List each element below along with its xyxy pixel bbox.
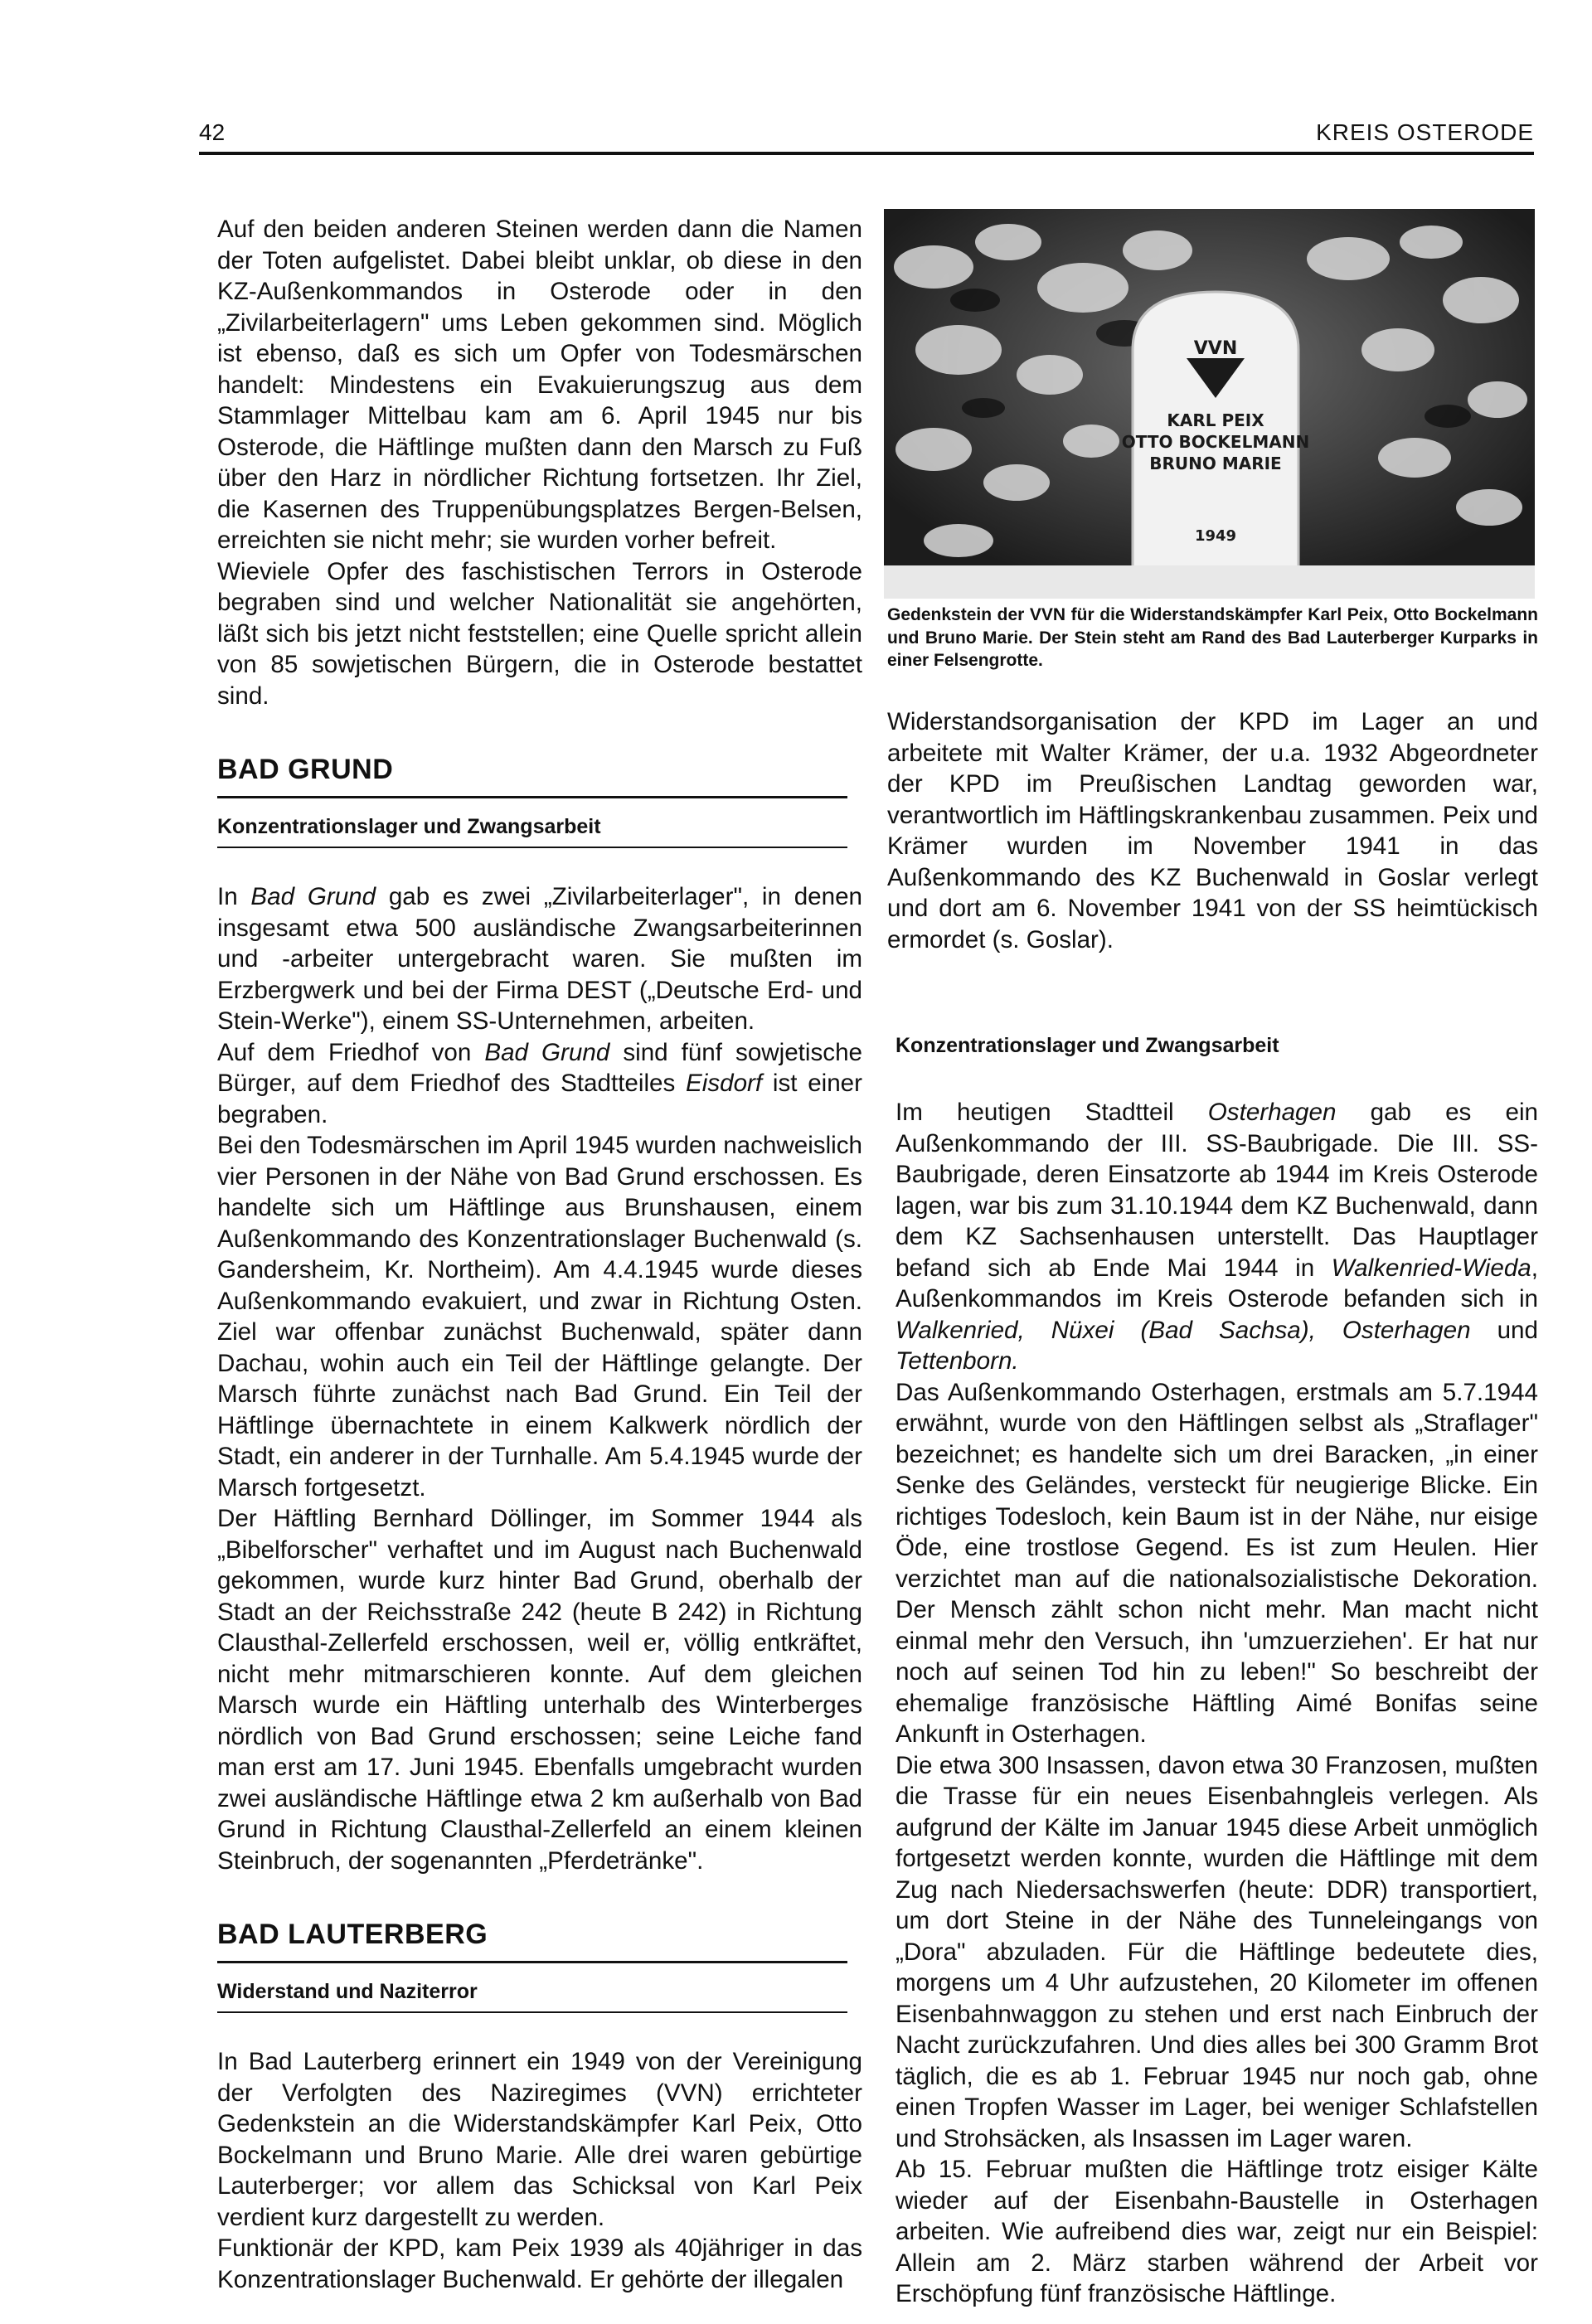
stone-inscription-year: 1949 [1194,527,1237,545]
intro-paragraph-1: Auf den beiden anderen Steinen werden dann die Namen der Toten aufgelistet. Dabei bleibt unklar, ob diese in den KZ-Außenkommandos in Osterode oder in den „Zivilarbeiterlagern" ums Leben gekommen sind. Möglich ist ebenso, daß es sich um Opfer von Todesmärschen handelt: Mindestens ein Evakuierungszug aus dem Stammlager Mittelbau kam am 6. April 1945 nur bis Osterode, die Häftlinge mußten dann den Marsch zu Fuß über den Harz in nördlicher Richtung fortsetzen. Ihr Ziel, die Kasernen des Truppenübungsplatzes Bergen-Belsen, erreichten sie nicht mehr; sie wurden vorher befreit. [217,216,862,554]
bad-lauterberg-paragraph-1: In Bad Lauterberg erinnert ein 1949 von der Vereinigung der Verfolgten des Naziregimes (VVN) errichteter Gedenkstein an die Widerstandskämpfer Karl Peix, Otto Bockelmann und Bruno Marie. Alle drei waren gebürtige Lauterberger; vor allem das Schicksal von Karl Peix verdient kurz dargestellt zu werden. [217,2048,862,2231]
left-column [217,214,862,2295]
osterhagen-paragraph-4: Ab 15. Februar mußten die Häftlinge trotz eisiger Kälte wieder auf der Eisenbahn-Baustelle in Osterhagen arbeiten. Wie aufreibend dies war, zeigt nur ein Beispiel: Allein am 2. März starben während der Arbeit vor Erschöpfung fünf französische Häftlinge. [896,2156,1538,2307]
subheading-zwangsarbeit: Konzentrationslager und Zwangsarbeit [896,1034,1279,1057]
section-heading-bad-lauterberg: BAD LAUTERBERG [217,1919,488,1950]
memorial-stone-illustration [884,209,1535,599]
bad-lauterberg-paragraph-3: Widerstandsorganisation der KPD im Lager an und arbeitete mit Walter Krämer, der u.a. 1932 Abgeordneter der KPD im Preußischen Landtag geworden war, verantwortlich im Häftlingskrankenbau zusammen. Peix und Krämer wurden im November 1941 in das Außenkommando des KZ Buchenwald in Goslar verlegt und dort am 6. November 1941 von der SS heimtückisch ermordet (s. Goslar). [887,708,1538,953]
memorial-stone-photo [884,209,1535,599]
osterhagen-paragraph-2: Das Außenkommando Osterhagen, erstmals am 5.7.1944 erwähnt, wurde von den Häftlingen selbst als „Straflager" bezeichnet; es handelte sich um drei Baracken, „in einer Senke des Geländes, versteckt für neugierige Blicke. Ein richtiges Todesloch, kein Baum ist in der Nähe, nur eisige Öde, eine trostlose Gegend. Es ist zum Heulen. Hier verzichtet man auf die nationalsozialistische Dekoration. Der Mensch zählt schon nicht mehr. Man macht nicht einmal mehr den Versuch, ihn 'umzuerziehen'. Er hat nur noch auf seinen Tod hin zu leben!" So beschreibt der ehemalige französische Häftling Aimé Bonifas seine Ankunft in Osterhagen. [896,1378,1538,1748]
section-rule [217,1961,847,1963]
subheading-bad-grund: Konzentrationslager und Zwangsarbeit [217,815,601,838]
stone-inscription-name-2: OTTO BOCKELMANN [1121,432,1310,452]
stone-inscription-name-1: KARL PEIX [1167,410,1264,430]
stone-inscription-vvn: VVN [1193,338,1238,359]
osterhagen-paragraph-3: Die etwa 300 Insassen, davon etwa 30 Franzosen, mußten die Trasse für ein neues Eisenbahngleis verlegen. Als aufgrund der Kälte im Januar 1945 diese Arbeit unmöglich fortgesetzt werden konnte, wurden die Häftlinge mit dem Zug nach Niedersachswerfen (heute: DDR) transportiert, um dort Steine in der Nähe des Tunneleingangs von „Dora" abzuladen. Für die Häftlinge bedeutete dies, morgens um 4 Uhr aufzustehen, 20 Kilometer im offenen Eisenbahnwaggon zu stehen und erst nach Einbruch der Nacht zurückzufahren. Und dies alles bei 300 Gramm Brot täglich, die es ab 1. Februar 1945 nur noch gab, ohne einen Tropfen Wasser im Lager, bei weniger Schlafstellen und Strohsäcken, als Insassen im Lager waren. [896,1751,1538,2152]
running-title: KREIS OSTERODE [1316,119,1534,145]
page-header [199,116,1534,153]
bad-grund-paragraph-3: Bei den Todesmärschen im April 1945 wurden nachweislich vier Personen in der Nähe von Bad Grund erschossen. Es handelte sich um Häftlinge aus Brunshausen, einem Außenkommando des Konzentrationslager Buchenwald (s. Gandersheim, Kr. Northeim). Am 4.4.1945 wurde dieses Außenkommando evakuiert, und zwar in Richtung Osten. Ziel war offenbar zunächst Buchenwald, später dann Dachau, wohin auch ein Teil der Häftlinge gelangte. Der Marsch führte zunächst nach Bad Grund. Ein Teil der Häftlinge übernachtete in einem Kalkwerk nördlich der Stadt, ein anderer in der Turnhalle. Am 5.4.1945 wurde der Marsch fortgesetzt. [217,1132,862,1502]
osterhagen-paragraph-1: Im heutigen Stadtteil Osterhagen gab es ein Außenkommando der III. SS-Baubrigade. Die III. SS-Baubrigade, deren Einsatzorte ab 1944 im Kreis Osterode lagen, war bis zum 31.10.1944 dem KZ Buchenwald, dann dem KZ Sachsenhausen unterstellt. Das Hauptlager befand sich ab Ende Mai 1944 in Walkenried-Wieda, Außenkommandos im Kreis Osterode befanden sich in Walkenried, Nüxei (Bad Sachsa), Osterhagen und Tettenborn. [896,1099,1538,1375]
photo-caption: Gedenkstein der VVN für die Widerstandskämpfer Karl Peix, Otto Bockelmann und Bruno Marie. Der Stein steht am Rand des Bad Lauterberger Kurparks in einer Felsengrotte. [887,605,1538,670]
bad-grund-paragraph-1: In Bad Grund gab es zwei „Zivilarbeiterlager", in denen insgesamt etwa 500 ausländische Zwangsarbeiterinnen und -arbeiter untergebracht waren. Sie mußten im Erzbergwerk und bei der Firma DEST („Deutsche Erd- und Stein-Werke"), einem SS-Unternehmen, arbeiten. [217,883,862,1035]
section-heading-bad-grund: BAD GRUND [217,754,394,785]
stone-inscription-name-3: BRUNO MARIE [1149,454,1282,473]
right-column-top [887,706,1538,955]
intro-paragraph-2: Wieviele Opfer des faschistischen Terrors in Osterode begraben sind und welcher Nationalität sie angehörten, läßt sich bis jetzt nicht feststellen; eine Quelle spricht allein von 85 sowjetischen Bürgern, die in Osterode bestattet sind. [217,557,862,710]
bad-grund-paragraph-2: Auf dem Friedhof von Bad Grund sind fünf sowjetische Bürger, auf dem Friedhof des Stadtteiles Eisdorf ist einer begraben. [217,1038,862,1128]
header-rule [199,152,1534,155]
bad-lauterberg-paragraph-2: Funktionär der KPD, kam Peix 1939 als 40jähriger in das Konzentrationslager Buchenwald. Er gehörte der illegalen [217,2234,862,2293]
right-column-bottom [896,1032,1538,2310]
subheading-rule [217,847,847,848]
bad-grund-paragraph-4: Der Häftling Bernhard Döllinger, im Sommer 1944 als „Bibelforscher" verhaftet und im August nach Buchenwald gekommen, wurde kurz hinter Bad Grund, oberhalb der Stadt an der Reichsstraße 242 (heute B 242) in Richtung Clausthal-Zellerfeld erschossen, weil er, völlig entkräftet, nicht mehr mitmarschieren konnte. Auf dem gleichen Marsch wurde ein Häftling unterhalb des Winterberges nördlich von Bad Grund erschossen; seine Leiche fand man erst am 17. Juni 1945. Ebenfalls umgebracht wurden zwei ausländische Häftlinge etwa 2 km außerhalb von Bad Grund in Richtung Clausthal-Zellerfeld an einem kleinen Steinbruch, der sogenannten „Pferdetränke". [217,1505,862,1875]
page-number: 42 [199,119,226,145]
subheading-widerstand: Widerstand und Naziterror [217,1980,478,2003]
section-rule [217,796,847,798]
subheading-rule [217,2011,847,2013]
